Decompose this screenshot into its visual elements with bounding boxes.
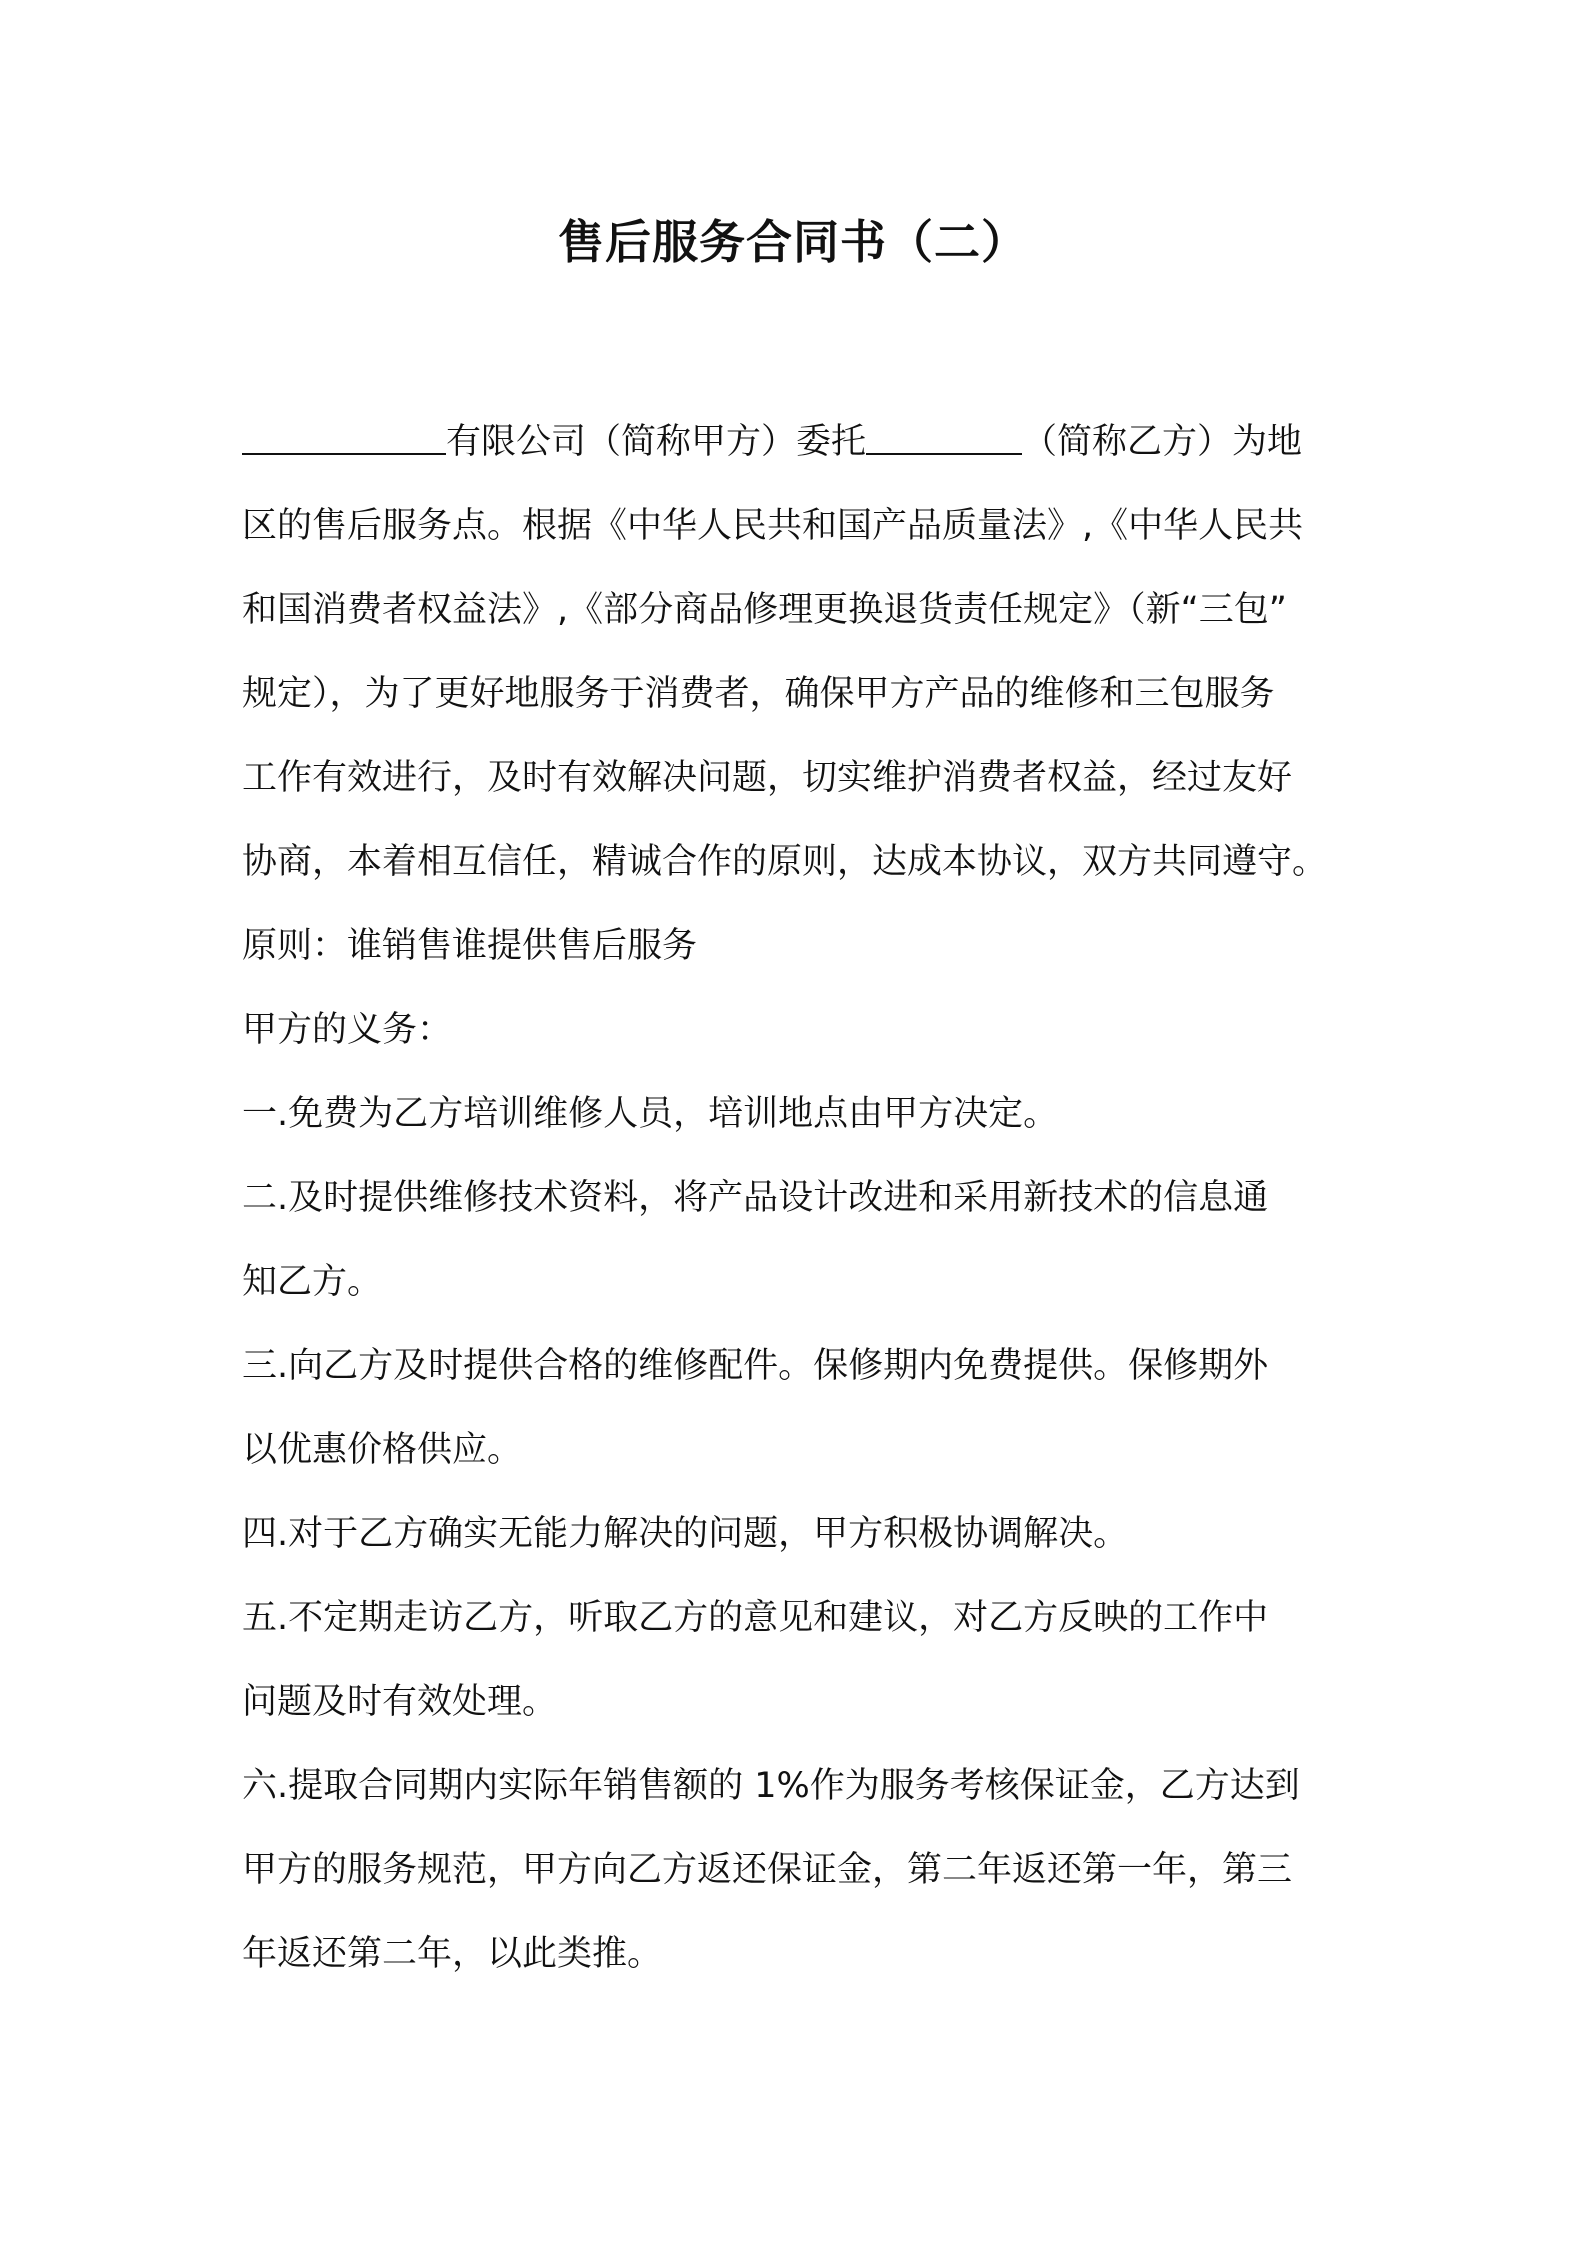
obligation-item: 四.对于乙方确实无能力解决的问题，甲方积极协调解决。 [242, 1514, 1129, 1554]
obligation-item-continued: 年返还第二年，以此类推。 [242, 1934, 663, 1974]
intro-line: 协商，本着相互信任，精诚合作的原则，达成本协议，双方共同遵守。 [242, 842, 1328, 882]
intro-text: 有限公司（简称甲方）委托 [446, 422, 867, 462]
obligation-item: 二.及时提供维修技术资料，将产品设计改进和采用新技术的信息通 [242, 1178, 1269, 1218]
obligations-heading: 甲方的义务： [242, 1010, 453, 1050]
principle-line: 原则：谁销售谁提供售后服务 [242, 926, 698, 966]
document-body [242, 400, 1352, 1996]
party-b-name-blank [866, 417, 1022, 455]
obligation-item-continued: 问题及时有效处理。 [242, 1682, 558, 1722]
obligation-item: 五.不定期走访乙方，听取乙方的意见和建议，对乙方反映的工作中 [242, 1598, 1269, 1638]
company-name-blank [242, 417, 446, 455]
obligation-item-continued: 甲方的服务规范，甲方向乙方返还保证金，第二年返还第一年，第三 [242, 1850, 1293, 1890]
obligation-item: 一.免费为乙方培训维修人员，培训地点由甲方决定。 [242, 1094, 1059, 1134]
intro-line [242, 400, 1352, 484]
intro-line: 区的售后服务点。根据《中华人民共和国产品质量法》,《中华人民共 [242, 506, 1304, 546]
intro-line: 工作有效进行，及时有效解决问题，切实维护消费者权益，经过友好 [242, 758, 1293, 798]
intro-text: （简称乙方）为地 [1022, 422, 1303, 462]
obligation-item: 三.向乙方及时提供合格的维修配件。保修期内免费提供。保修期外 [242, 1346, 1269, 1386]
intro-line: 和国消费者权益法》,《部分商品修理更换退货责任规定》（新“三包” [242, 590, 1287, 630]
obligation-item-continued: 以优惠价格供应。 [242, 1430, 523, 1470]
obligation-item-continued: 知乙方。 [242, 1262, 383, 1302]
obligation-item: 六.提取合同期内实际年销售额的 1%作为服务考核保证金，乙方达到 [242, 1766, 1300, 1806]
document-title: 售后服务合同书（二） [558, 215, 1028, 269]
intro-line: 规定），为了更好地服务于消费者，确保甲方产品的维修和三包服务 [242, 674, 1275, 714]
